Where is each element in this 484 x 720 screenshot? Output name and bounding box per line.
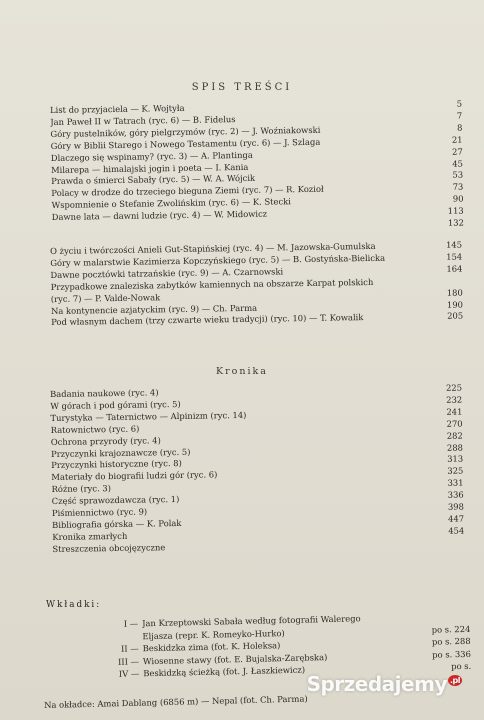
toc-entry-page: 241	[446, 406, 463, 417]
insert-entry-text: Eljasza (repr. K. Romeyko-Hurko)	[142, 627, 285, 641]
toc-entry-page: 73	[452, 181, 464, 193]
toc-entry-page: 225	[445, 382, 463, 393]
insert-entry-text: Wiosenne stawy (fot. E. Bujalska-Zarębska)	[142, 651, 328, 666]
toc-entry-title: Dawne lata — dawni ludzie (ryc. 4) — W. Midowicz	[51, 208, 268, 223]
toc-entry-title: Na kontynencie azjatyckim (ryc. 9) — Ch. Parma	[50, 302, 258, 316]
insert-entry-num: III —	[117, 655, 140, 667]
insert-entry-text: Beskidzka zima (fot. K. Holeksa)	[142, 640, 281, 654]
toc-entry-title: Turystyka — Taternictwo — Alpinizm (ryc. 14)	[50, 409, 247, 423]
toc-entry-title: Kronika zmarłych	[52, 530, 128, 542]
toc-entry-page: 113	[447, 205, 464, 216]
toc-entry-title: Prawda o śmierci Sabały (ryc. 5) — W. A. Wójcik	[51, 173, 256, 187]
toc-entry-title: (ryc. 7) — P. Valde-Nowak	[50, 291, 161, 304]
toc-entry-title: Przyczynki krajoznawcze (ryc. 5)	[50, 446, 191, 459]
page-title: SPIS TREŚCI	[191, 82, 293, 93]
cover-note: Na okładce: Amai Dablang (6856 m) — Nepal (fot. Ch. Parma)	[44, 693, 308, 710]
insert-entry-text: Beskidzką ścieżką (fot. J. Łaszkiewicz)	[143, 664, 306, 679]
toc-entry-title	[52, 226, 440, 232]
inserts-list	[110, 610, 471, 681]
toc-entry-page: 336	[447, 489, 464, 500]
toc-entry-page: 5	[456, 98, 463, 109]
insert-entry-num	[110, 639, 142, 640]
toc-entry-title: Góry pustelników, góry pielgrzymów (ryc. 2) — J. Woźniakowski	[50, 124, 321, 139]
toc-entry-title: Materiały do biografii ludzi gór (ryc. 6)	[51, 469, 218, 483]
toc-entry-page: 154	[446, 251, 463, 262]
toc-entry-title: Milarepa — himalajski jogin i poeta — I. Kania	[50, 161, 249, 175]
insert-entry-num: II —	[120, 643, 139, 654]
toc-entry-page: 45	[452, 158, 464, 169]
inserts-label: Wkładki:	[46, 600, 102, 610]
toc-entry-page: 232	[446, 394, 463, 405]
toc-list-main	[50, 99, 464, 236]
toc-entry-title: Badania naukowe (ryc. 4)	[50, 387, 159, 399]
insert-entry-page: po s. 288	[431, 635, 471, 647]
toc-entry-page: 180	[446, 287, 463, 298]
toc-entry-title: Góry w Biblii Starego i Nowego Testamentu (ryc. 6) — J. Szlaga	[50, 136, 321, 151]
toc-entry-page: 53	[452, 169, 464, 181]
insert-entry-page: po s. 336	[432, 648, 472, 660]
toc-entry-title: Pod własnym dachem (trzy czwarte wieku tradycji) (ryc. 10) — T. Kowalik	[51, 312, 364, 328]
toc-entry-title: Różne (ryc. 3)	[51, 483, 112, 495]
toc-entry-title: Przyczynki historyczne (ryc. 8)	[51, 458, 182, 471]
toc-entry-title: Piśmiennictwo (ryc. 9)	[51, 506, 148, 519]
toc-entry-title: Polacy w drodze do trzeciego bieguna Ziemi (ryc. 7) — R. Kozioł	[51, 184, 324, 199]
toc-entry-page: 8	[456, 122, 463, 133]
watermark-suffix: .pl	[449, 676, 460, 686]
watermark-text: Sprzedajemy	[306, 672, 447, 696]
toc-entry-title: Część sprawozdawcza (ryc. 1)	[51, 494, 180, 507]
toc-entry-page: 288	[446, 442, 464, 453]
toc-entry-page: 313	[447, 453, 464, 465]
toc-entry-page: 270	[446, 418, 463, 429]
toc-entry-page: 205	[447, 310, 464, 322]
toc-entry-page: 164	[446, 263, 463, 274]
toc-entry-page: 325	[447, 465, 464, 477]
toc-entry-title: Streszczenia obcojęzyczne	[52, 541, 166, 554]
toc-entry-title: Wspomnienie o Stefanie Zwolińskim (ryc. 6) — K. Stecki	[51, 196, 291, 211]
toc-entry-page: 90	[452, 193, 464, 204]
toc-entry-page: 190	[446, 299, 464, 310]
toc-entry-page: 27	[452, 146, 463, 157]
toc-entry-page: 454	[448, 525, 465, 536]
toc-entry-page: 282	[446, 430, 463, 441]
toc-entry-title: Przypadkowe znaleziska zabytków kamiennych na obszarze Karpat polskich	[50, 276, 374, 292]
insert-entry-page: po s.	[451, 660, 472, 672]
toc-entry-page: 145	[445, 239, 463, 250]
toc-entry-title: Dlaczego się wspinamy? (ryc. 3) — A. Plantinga	[50, 149, 253, 163]
toc-entry-title: Dawne pocztówki tatrzańskie (ryc. 9) — A. Czarnowski	[50, 266, 284, 280]
toc-entry-page: 331	[447, 477, 464, 489]
toc-entry-title: Ochrona przyrody (ryc. 4)	[50, 434, 161, 447]
toc-entry-page: 398	[447, 501, 464, 512]
toc-entry-title: List do przyjaciela — K. Wojtyła	[50, 102, 185, 115]
insert-entry-num: I —	[123, 618, 139, 629]
toc-entry-page: 447	[448, 513, 465, 524]
insert-entry-page: po s. 224	[431, 623, 471, 635]
toc-entry-title: Góry w malarstwie Kazimierza Kopczyńskiego (ryc. 5) — B. Gostyńska-Bielicka	[50, 252, 386, 268]
toc-list-secondary	[50, 240, 463, 330]
toc-entry-page: 7	[456, 110, 463, 121]
watermark-logo	[307, 672, 462, 696]
insert-entry-text: Jan Krzeptowski Sabała według fotografii Walerego	[142, 613, 361, 629]
toc-entry-title: O życiu i twórczości Anieli Gut-Stapińskiej (ryc. 4) — M. Jazowska-Gumulska	[50, 240, 376, 256]
section-title-kronika: Kronika	[216, 366, 268, 377]
toc-entry-page: 132	[447, 217, 464, 228]
insert-entry-num: IV —	[118, 668, 140, 679]
toc-list-kronika	[50, 383, 465, 556]
toc-entry-page: 21	[451, 134, 463, 145]
toc-entry-title: Jan Paweł II w Tatrach (ryc. 6) — B. Fidelus	[50, 113, 236, 127]
toc-entry-title: W górach i pod górami (ryc. 5)	[50, 398, 181, 411]
toc-entry-title: Bibliografia górska — K. Polak	[52, 517, 182, 530]
toc-entry-title: Ratownictwo (ryc. 6)	[50, 423, 140, 435]
